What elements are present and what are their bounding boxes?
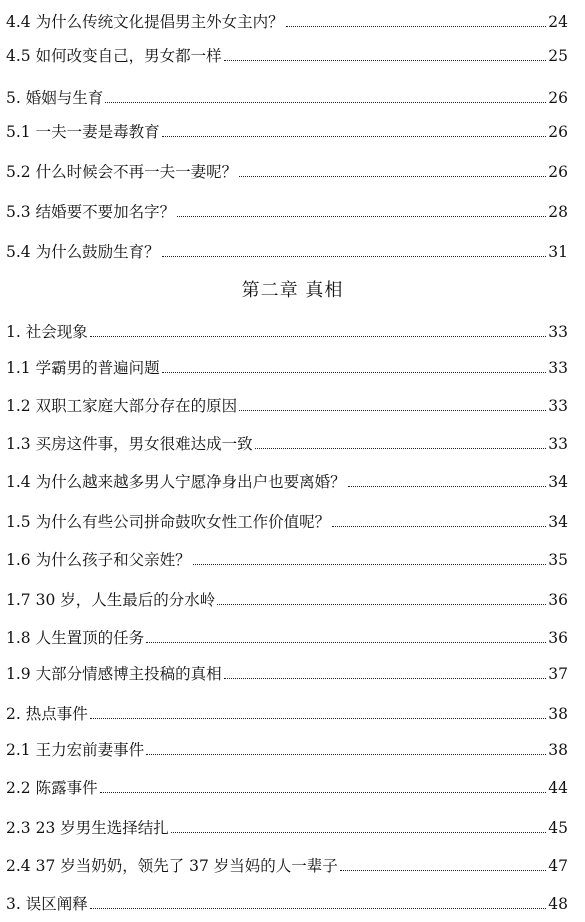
toc-entry[interactable] — [6, 236, 568, 262]
toc-entry[interactable] — [6, 544, 568, 570]
dot-leader — [193, 564, 547, 565]
dot-leader — [105, 102, 546, 103]
toc-entry-page: 31 — [548, 243, 568, 261]
toc-entry[interactable] — [6, 772, 568, 798]
toc-entry[interactable] — [6, 352, 568, 378]
toc-entry[interactable] — [6, 466, 568, 492]
toc-entry-title: 4.5 如何改变自己，男女都一样 — [6, 47, 222, 65]
toc-entry-title: 1.2 双职工家庭大部分存在的原因 — [6, 397, 238, 415]
toc-entry[interactable] — [6, 850, 568, 876]
toc-entry-title: 2. 热点事件 — [6, 705, 88, 723]
dot-leader — [348, 486, 547, 487]
dot-leader — [162, 256, 547, 257]
toc-entry-title: 1.7 30 岁，人生最后的分水岭 — [6, 591, 216, 609]
dot-leader — [239, 410, 546, 411]
dot-leader — [217, 604, 546, 605]
dot-leader — [177, 216, 546, 217]
toc-entry[interactable] — [6, 584, 568, 610]
toc-entry-page: 33 — [548, 323, 568, 341]
dot-leader — [224, 678, 547, 679]
toc-entry-title: 1. 社会现象 — [6, 323, 88, 341]
toc-entry-page: 33 — [548, 359, 568, 377]
toc-entry-title: 1.4 为什么越来越多男人宁愿净身出户也要离婚？ — [6, 473, 346, 491]
dot-leader — [340, 870, 546, 871]
toc-entry[interactable] — [6, 812, 568, 838]
toc-entry-title: 1.1 学霸男的普遍问题 — [6, 359, 160, 377]
toc-entry[interactable] — [6, 82, 568, 108]
dot-leader — [255, 448, 547, 449]
toc-entry-page: 28 — [548, 203, 568, 221]
dot-leader — [90, 336, 547, 337]
toc-entry-page: 36 — [548, 629, 568, 647]
toc-entry[interactable] — [6, 40, 568, 66]
toc-entry[interactable] — [6, 698, 568, 724]
toc-entry-title: 2.3 23 岁男生选择结扎 — [6, 819, 169, 837]
toc-entry-title: 2.2 陈露事件 — [6, 779, 98, 797]
toc-entry[interactable] — [6, 658, 568, 684]
dot-leader — [332, 526, 546, 527]
toc-entry-page: 35 — [548, 551, 568, 569]
toc-entry[interactable] — [6, 888, 568, 914]
dot-leader — [162, 136, 547, 137]
toc-entry-page: 24 — [548, 13, 568, 31]
toc-entry-title: 1.5 为什么有些公司拼命鼓吹女性工作价值呢？ — [6, 513, 331, 531]
dot-leader — [100, 792, 547, 793]
toc-entry-title: 1.3 买房这件事，男女很难达成一致 — [6, 435, 253, 453]
toc-entry-title: 4.4 为什么传统文化提倡男主外女主内？ — [6, 13, 284, 31]
dot-leader — [146, 754, 546, 755]
toc-entry-title: 2.4 37 岁当奶奶，领先了 37 岁当妈的人一辈子 — [6, 857, 338, 875]
toc-entry[interactable] — [6, 622, 568, 648]
toc-entry[interactable] — [6, 390, 568, 416]
toc-entry[interactable] — [6, 156, 568, 182]
toc-entry-title: 2.1 王力宏前妻事件 — [6, 741, 145, 759]
toc-entry-page: 34 — [548, 473, 568, 491]
toc-entry[interactable] — [6, 506, 568, 532]
dot-leader — [224, 60, 547, 61]
toc-entry[interactable] — [6, 6, 568, 32]
toc-entry-title: 5.1 一夫一妻是毒教育 — [6, 123, 160, 141]
toc-entry[interactable] — [6, 316, 568, 342]
toc-entry-page: 44 — [548, 779, 568, 797]
toc-entry-title: 1.8 人生置顶的任务 — [6, 629, 145, 647]
toc-entry[interactable] — [6, 734, 568, 760]
dot-leader — [146, 642, 546, 643]
chapter-heading: 第二章 真相 — [241, 280, 344, 301]
toc-entry[interactable] — [6, 196, 568, 222]
toc-entry-page: 26 — [548, 123, 568, 141]
toc-entry-page: 26 — [548, 163, 568, 181]
toc-entry-page: 33 — [548, 435, 568, 453]
toc-entry-page: 33 — [548, 397, 568, 415]
dot-leader — [90, 908, 547, 909]
toc-entry[interactable] — [6, 116, 568, 142]
toc-entry-title: 5.2 什么时候会不再一夫一妻呢？ — [6, 163, 238, 181]
toc-entry-page: 48 — [548, 895, 568, 913]
toc-entry[interactable] — [6, 428, 568, 454]
dot-leader — [90, 718, 547, 719]
toc-entry-page: 26 — [548, 89, 568, 107]
toc-entry-page: 25 — [548, 47, 568, 65]
toc-entry-title: 5.4 为什么鼓励生育？ — [6, 243, 160, 261]
toc-entry-page: 45 — [548, 819, 568, 837]
toc-entry-title: 5. 婚姻与生育 — [6, 89, 104, 107]
dot-leader — [286, 26, 547, 27]
toc-entry-page: 38 — [548, 741, 568, 759]
dot-leader — [239, 176, 546, 177]
dot-leader — [162, 372, 547, 373]
toc-entry-page: 47 — [548, 857, 568, 875]
toc-entry-page: 36 — [548, 591, 568, 609]
toc-entry-page: 38 — [548, 705, 568, 723]
toc-entry-page: 34 — [548, 513, 568, 531]
toc-entry-title: 5.3 结婚要不要加名字？ — [6, 203, 176, 221]
dot-leader — [171, 832, 547, 833]
toc-entry-page: 37 — [548, 665, 568, 683]
toc-entry-title: 3. 误区阐释 — [6, 895, 88, 913]
toc-entry-title: 1.9 大部分情感博主投稿的真相 — [6, 665, 222, 683]
toc-entry-title: 1.6 为什么孩子和父亲姓？ — [6, 551, 191, 569]
